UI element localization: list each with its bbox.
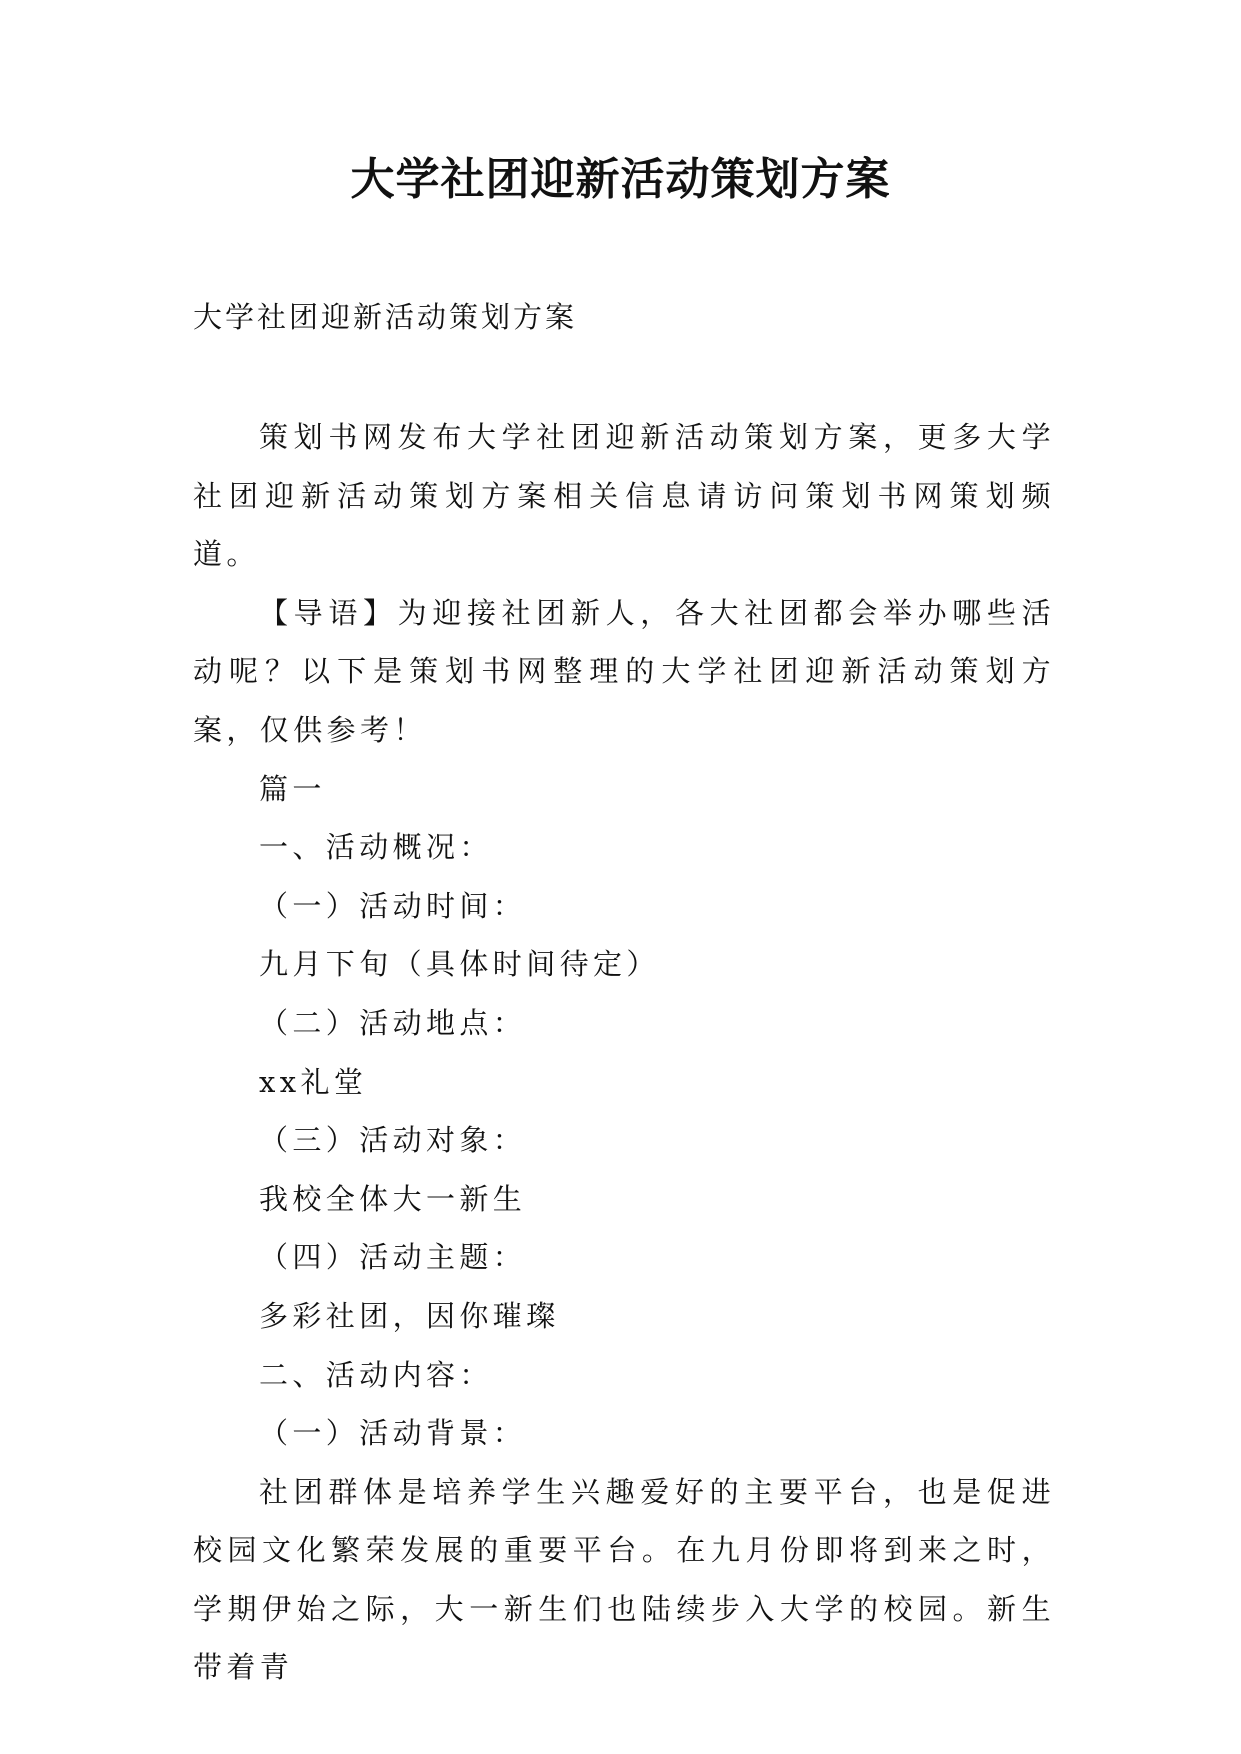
value-theme: 多彩社团，因你璀璨 bbox=[259, 1298, 560, 1333]
heading-theme: （四）活动主题： bbox=[259, 1240, 527, 1275]
heading-location: （二）活动地点： bbox=[259, 1005, 527, 1040]
heading-time: （一）活动时间： bbox=[259, 888, 527, 923]
heading-overview: 一、活动概况： bbox=[259, 830, 493, 865]
document-title: 大学社团迎新活动策划方案 bbox=[350, 154, 891, 205]
heading-background: （一）活动背景： bbox=[259, 1416, 527, 1451]
section-label: 篇一 bbox=[259, 771, 326, 806]
paragraph-intro: 策划书网发布大学社团迎新活动策划方案，更多大学社团迎新活动策划方案相关信息请访问策划书网策划频道。 bbox=[193, 420, 1055, 572]
document-subtitle: 大学社团迎新活动策划方案 bbox=[193, 300, 578, 334]
paragraph-background: 社团群体是培养学生兴趣爱好的主要平台，也是促进校园文化繁荣发展的重要平台。在九月份即将到来之时，学期伊始之际，大一新生们也陆续步入大学的校园。新生带着青 bbox=[193, 1474, 1055, 1685]
heading-audience: （三）活动对象： bbox=[259, 1123, 527, 1158]
heading-content: 二、活动内容： bbox=[259, 1357, 493, 1392]
value-time: 九月下旬（具体时间待定） bbox=[259, 947, 660, 982]
document-body bbox=[193, 408, 1055, 1697]
value-location: xx礼堂 bbox=[259, 1064, 368, 1099]
paragraph-lead: 【导语】为迎接社团新人，各大社团都会举办哪些活动呢？以下是策划书网整理的大学社团迎新活动策划方案，仅供参考！ bbox=[193, 595, 1055, 747]
value-audience: 我校全体大一新生 bbox=[259, 1181, 527, 1216]
